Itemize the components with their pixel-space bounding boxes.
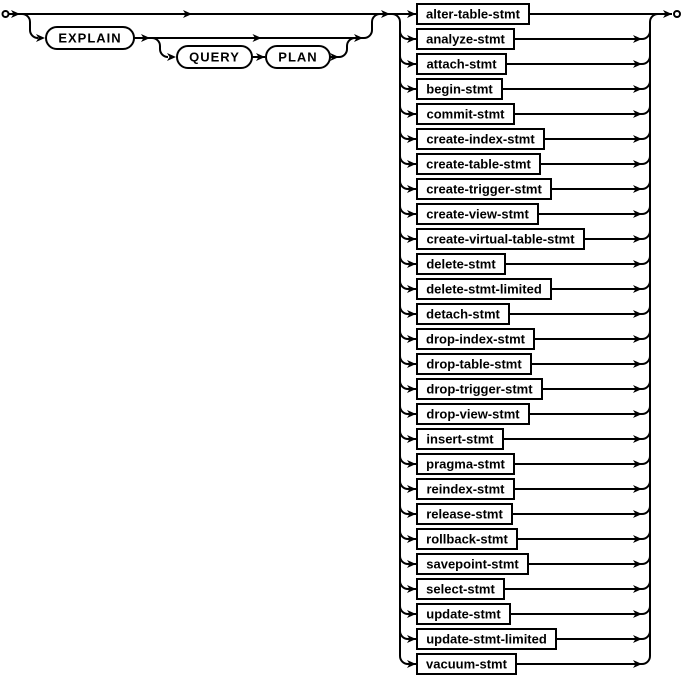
node-analyze-stmt-label: analyze-stmt bbox=[426, 31, 505, 47]
row-enter-curve bbox=[400, 156, 408, 164]
row-exit-curve bbox=[642, 481, 650, 489]
node-alter-table-stmt[interactable] bbox=[417, 4, 529, 24]
node-select-stmt[interactable] bbox=[417, 579, 504, 599]
row-exit-curve bbox=[642, 331, 650, 339]
node-delete-stmt-limited[interactable] bbox=[417, 279, 551, 299]
row-exit-curve bbox=[642, 131, 650, 139]
row-exit-curve bbox=[642, 406, 650, 414]
row-enter-curve bbox=[400, 131, 408, 139]
node-begin-stmt[interactable] bbox=[417, 79, 502, 99]
node-create-trigger-stmt-label: create-trigger-stmt bbox=[426, 181, 542, 197]
node-delete-stmt-label: delete-stmt bbox=[426, 256, 496, 272]
row-enter-curve bbox=[400, 306, 408, 314]
node-delete-stmt-limited-label: delete-stmt-limited bbox=[426, 281, 542, 297]
rail-right bbox=[650, 14, 658, 656]
node-delete-stmt[interactable] bbox=[417, 254, 505, 274]
node-update-stmt[interactable] bbox=[417, 604, 510, 624]
node-create-view-stmt[interactable] bbox=[417, 204, 538, 224]
query-arrow-icon bbox=[167, 53, 176, 61]
keyword-query-label: QUERY bbox=[189, 49, 240, 65]
explain-branch-down bbox=[22, 14, 38, 38]
row-exit-curve bbox=[642, 456, 650, 464]
keyword-plan-label: PLAN bbox=[278, 49, 318, 65]
node-create-virtual-table-stmt[interactable] bbox=[417, 229, 584, 249]
row-enter-curve bbox=[400, 406, 408, 414]
row-enter-curve bbox=[400, 31, 408, 39]
row-exit-curve bbox=[642, 106, 650, 114]
row-enter-curve bbox=[400, 656, 408, 664]
node-rollback-stmt-label: rollback-stmt bbox=[426, 531, 508, 547]
node-vacuum-stmt-label: vacuum-stmt bbox=[426, 656, 507, 672]
row-exit-curve bbox=[642, 81, 650, 89]
row-exit-curve bbox=[642, 581, 650, 589]
node-analyze-stmt[interactable] bbox=[417, 29, 514, 49]
row-enter-curve bbox=[400, 631, 408, 639]
node-rollback-stmt[interactable] bbox=[417, 529, 517, 549]
row-exit-curve bbox=[642, 306, 650, 314]
node-create-index-stmt-label: create-index-stmt bbox=[426, 131, 535, 147]
node-create-trigger-stmt[interactable] bbox=[417, 179, 551, 199]
row-exit-curve bbox=[642, 181, 650, 189]
node-create-table-stmt-label: create-table-stmt bbox=[426, 156, 531, 172]
node-vacuum-stmt[interactable] bbox=[417, 654, 516, 674]
node-update-stmt-limited-label: update-stmt-limited bbox=[426, 631, 547, 647]
node-detach-stmt-label: detach-stmt bbox=[426, 306, 500, 322]
node-commit-stmt-label: commit-stmt bbox=[426, 106, 505, 122]
node-update-stmt-limited[interactable] bbox=[417, 629, 556, 649]
row-exit-curve bbox=[642, 31, 650, 39]
node-create-view-stmt-label: create-view-stmt bbox=[426, 206, 529, 222]
row-enter-curve bbox=[400, 456, 408, 464]
row-exit-curve bbox=[642, 656, 650, 664]
keyword-explain-label: EXPLAIN bbox=[58, 30, 122, 46]
queryplan-branch-down bbox=[152, 38, 168, 57]
row-exit-curve bbox=[642, 56, 650, 64]
row-enter-curve bbox=[400, 256, 408, 264]
node-attach-stmt-label: attach-stmt bbox=[426, 56, 497, 72]
node-reindex-stmt[interactable] bbox=[417, 479, 514, 499]
keyword-query bbox=[177, 46, 252, 68]
node-create-virtual-table-stmt-label: create-virtual-table-stmt bbox=[426, 231, 575, 247]
node-pragma-stmt-label: pragma-stmt bbox=[426, 456, 505, 472]
row-exit-curve bbox=[642, 281, 650, 289]
node-drop-index-stmt-label: drop-index-stmt bbox=[426, 331, 525, 347]
row-exit-curve bbox=[642, 606, 650, 614]
node-drop-table-stmt-label: drop-table-stmt bbox=[426, 356, 522, 372]
row-exit-curve bbox=[642, 381, 650, 389]
row-exit-curve bbox=[642, 256, 650, 264]
row-enter-curve bbox=[400, 531, 408, 539]
row-enter-curve bbox=[400, 481, 408, 489]
explain-branch-up bbox=[364, 14, 380, 38]
row-enter-curve bbox=[400, 206, 408, 214]
row-exit-curve bbox=[642, 631, 650, 639]
row-enter-curve bbox=[400, 231, 408, 239]
node-release-stmt-label: release-stmt bbox=[426, 506, 503, 522]
row-exit-curve bbox=[642, 556, 650, 564]
node-savepoint-stmt-label: savepoint-stmt bbox=[426, 556, 519, 572]
row-exit-curve bbox=[642, 156, 650, 164]
keyword-plan bbox=[266, 46, 330, 68]
row-enter-curve bbox=[400, 331, 408, 339]
row-enter-curve bbox=[400, 56, 408, 64]
node-reindex-stmt-label: reindex-stmt bbox=[426, 481, 505, 497]
keyword-explain bbox=[46, 27, 134, 49]
row-exit-curve bbox=[642, 356, 650, 364]
row-enter-curve bbox=[400, 556, 408, 564]
node-savepoint-stmt[interactable] bbox=[417, 554, 528, 574]
row-enter-curve bbox=[400, 281, 408, 289]
node-alter-table-stmt-label: alter-table-stmt bbox=[426, 6, 520, 22]
node-drop-table-stmt[interactable] bbox=[417, 354, 531, 374]
node-drop-index-stmt[interactable] bbox=[417, 329, 534, 349]
rail-left bbox=[392, 14, 400, 656]
node-create-table-stmt[interactable] bbox=[417, 154, 540, 174]
node-begin-stmt-label: begin-stmt bbox=[426, 81, 493, 97]
row-enter-curve bbox=[400, 581, 408, 589]
row-enter-curve bbox=[400, 181, 408, 189]
node-insert-stmt-label: insert-stmt bbox=[426, 431, 494, 447]
row-enter-curve bbox=[400, 506, 408, 514]
row-enter-curve bbox=[400, 81, 408, 89]
row-exit-curve bbox=[642, 431, 650, 439]
row-enter-curve bbox=[400, 381, 408, 389]
row-enter-curve bbox=[400, 106, 408, 114]
node-pragma-stmt[interactable] bbox=[417, 454, 514, 474]
node-attach-stmt[interactable] bbox=[417, 54, 506, 74]
row-exit-curve bbox=[642, 506, 650, 514]
end-terminal bbox=[674, 11, 680, 17]
row-enter-curve bbox=[400, 431, 408, 439]
node-detach-stmt[interactable] bbox=[417, 304, 509, 324]
node-drop-trigger-stmt-label: drop-trigger-stmt bbox=[426, 381, 533, 397]
node-drop-view-stmt[interactable] bbox=[417, 404, 529, 424]
node-insert-stmt[interactable] bbox=[417, 429, 503, 449]
node-release-stmt[interactable] bbox=[417, 504, 512, 524]
node-drop-view-stmt-label: drop-view-stmt bbox=[426, 406, 520, 422]
node-drop-trigger-stmt[interactable] bbox=[417, 379, 542, 399]
row-exit-curve bbox=[642, 206, 650, 214]
node-commit-stmt[interactable] bbox=[417, 104, 514, 124]
start-terminal bbox=[3, 11, 9, 17]
node-create-index-stmt[interactable] bbox=[417, 129, 544, 149]
row-enter-curve bbox=[400, 356, 408, 364]
row-exit-curve bbox=[642, 231, 650, 239]
row-exit-curve bbox=[642, 531, 650, 539]
node-select-stmt-label: select-stmt bbox=[426, 581, 495, 597]
row-enter-curve bbox=[400, 606, 408, 614]
queryplan-branch-up bbox=[339, 38, 355, 57]
node-update-stmt-label: update-stmt bbox=[426, 606, 501, 622]
